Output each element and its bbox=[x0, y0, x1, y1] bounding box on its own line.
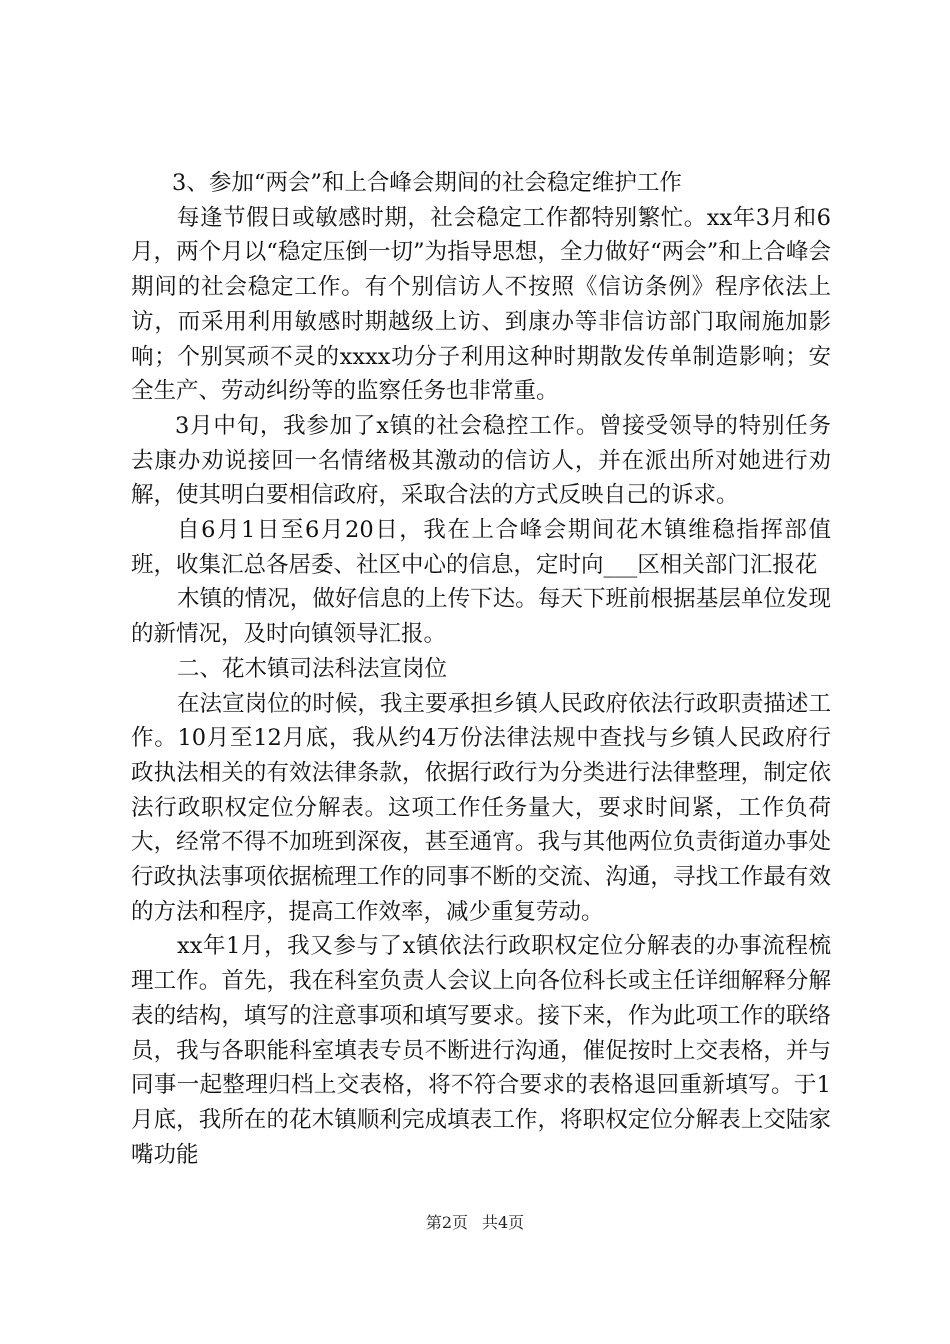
paragraph: 每逢节假日或敏感时期，社会稳定工作都特别繁忙。xx年3月和6月，两个月以“稳定压倒一切”为指导思想，全力做好“两会”和上合峰会期间的社会稳定工作。有个别信访人不按照《信访条例》程序依法上访，而采用利用敏感时期越级上访、到康办等非信访部门取闹施加影响；个别冥顽不灵的xxxx功分子利用这种时期散发传单制造影响；安全生产、劳动纠纷等的监察任务也非常重。 bbox=[131, 204, 831, 405]
paragraph: 在法宣岗位的时候，我主要承担乡镇人民政府依法行政职责描述工作。10月至12月底，我从约4万份法律法规中查找与乡镇人民政府行政执法相关的有效法律条款，依据行政行为分类进行法律整理，制定依法行政职权定位分解表。这项工作任务量大，要求时间紧，工作负荷大，经常不得不加班到深夜，甚至通宵。我与其他两位负责街道办事处行政执法事项依据梳理工作的同事不断的交流、沟通，寻找工作最有效的方法和程序，提高工作效率，减少重复劳动。 bbox=[131, 690, 831, 925]
section-heading: 二、花木镇司法科法宣岗位 bbox=[177, 655, 448, 682]
paragraph: 3月中旬，我参加了x镇的社会稳控工作。曾接受领导的特别任务去康办劝说接回一名情绪极其激动的信访人，并在派出所对她进行劝解，使其明白要相信政府，采取合法的方式反映自己的诉求。 bbox=[131, 412, 831, 509]
page-number: 第2页 bbox=[425, 1213, 468, 1232]
page-footer bbox=[0, 1213, 950, 1233]
section-heading: 3、参加“两会”和上合峰会期间的社会稳定维护工作 bbox=[172, 170, 682, 196]
paragraph: xx年1月，我又参与了x镇依法行政职权定位分解表的办事流程梳理工作。首先，我在科室负责人会议上向各位科长或主任详细解释分解表的结构，填写的注意事项和填写要求。接下来，作为此项工作的联络员，我与各职能科室填表专员不断进行沟通，催促按时上交表格，并与同事一起整理归档上交表格，将不符合要求的表格退回重新填写。于1月底，我所在的花木镇顺利完成填表工作，将职权定位分解表上交陆家嘴功能 bbox=[131, 933, 831, 1168]
page-total: 共4页 bbox=[482, 1213, 525, 1232]
paragraph: 自6月1日至6月20日，我在上合峰会期间花木镇维稳指挥部值班，收集汇总各居委、社区中心的信息，定时向___区相关部门汇报花 bbox=[131, 517, 831, 578]
paragraph: 木镇的情况，做好信息的上传下达。每天下班前根据基层单位发现的新情况，及时向镇领导汇报。 bbox=[131, 586, 831, 648]
document-body bbox=[131, 166, 831, 1172]
